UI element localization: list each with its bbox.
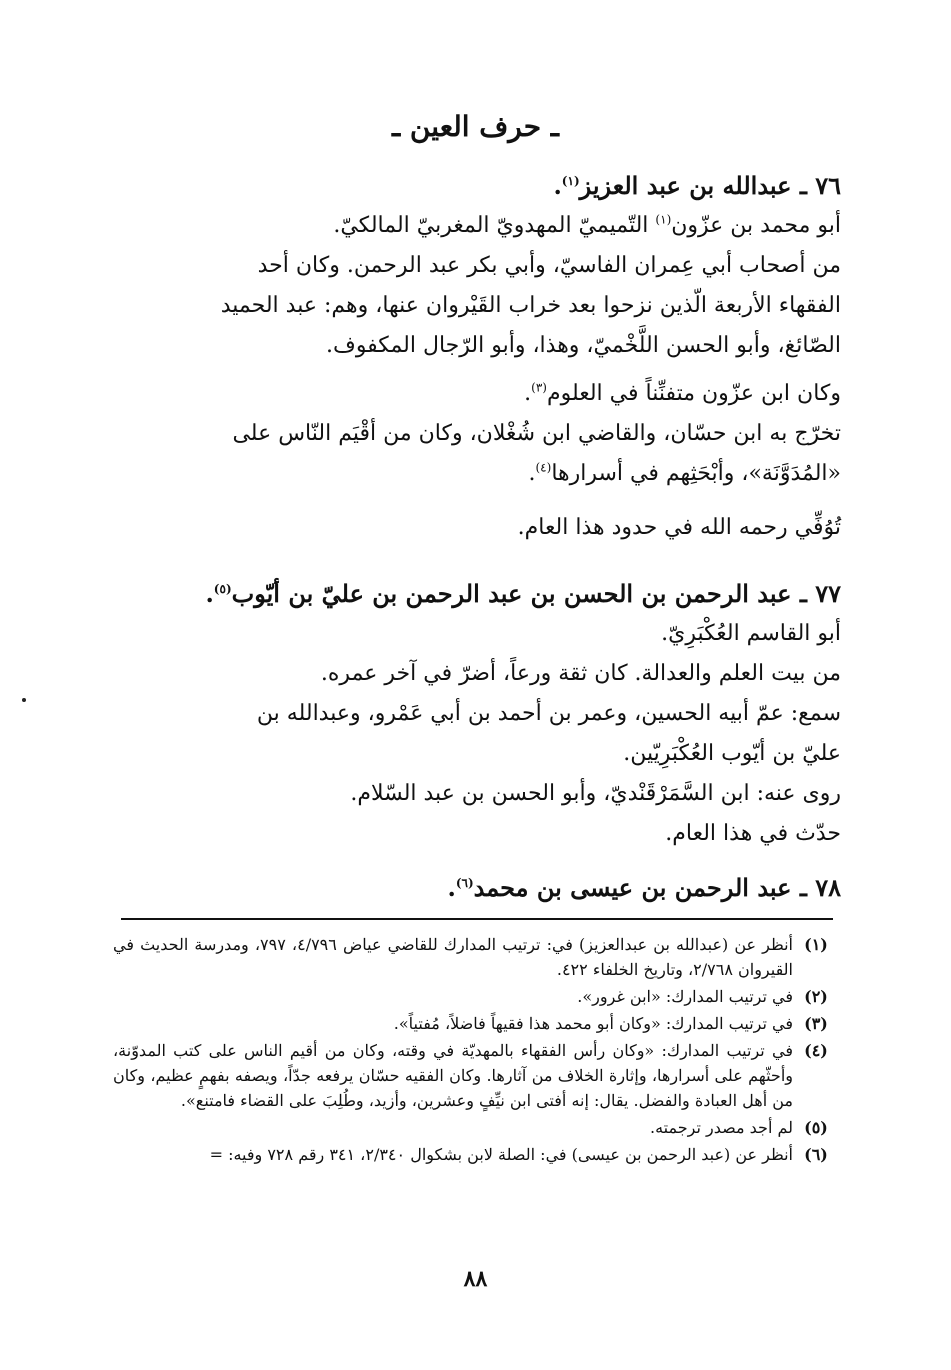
entry-77-heading-end: .	[205, 579, 214, 608]
line-text: أبو محمد بن عزّون	[671, 213, 841, 238]
footnote-text: في ترتيب المدارك: «وكان رأس الفقهاء بالمهديّة في وقته، وكان من أقيم الناس على كتب المدوّنة، وأحثّهم على أسرارها، وإثارة الخلاف من آثارها. وكان الفقيه حسّان يرفعه جدّاً، ويصفه بفهمٍ عظيم، وكان من أهل العبادة والفضل. يقال: إنه أفتى ابن نيِّفٍ وعشرين، وأزيد، وطُلِبَ على القضاء فامتنع».	[113, 1041, 793, 1110]
footnote-ref: (٤)	[535, 460, 552, 475]
line-text: تخرّج به ابن حسّان، والقاضي ابن شُغْلان، وكان من أقْيَم النّاس على	[232, 421, 841, 446]
line-text: سمع: عمّ أبيه الحسين، وعمر بن أحمد بن أبي عَمْرو، وعبدالله بن	[256, 701, 841, 726]
footnote-item	[113, 932, 839, 982]
entry-line	[109, 286, 841, 326]
line-text: الصّائغ، وأبو الحسن اللَّخْميّ، وهذا، وأبو الرّجال المكفوف.	[326, 333, 841, 358]
footnote-item	[113, 1115, 839, 1140]
line-tail: .	[524, 381, 532, 406]
entry-line	[109, 374, 841, 414]
line-text: روى عنه: ابن السَّمَرْقَنْديّ، وأبو الحسن بن عبد السّلام.	[350, 781, 841, 806]
page-number: ٨٨	[463, 1266, 488, 1292]
footnote-ref: (٣)	[531, 380, 547, 395]
line-text: تُوُفِّي رحمه الله في حدود هذا العام.	[517, 515, 841, 540]
footnote-ref: (١)	[655, 212, 672, 227]
entry-line	[109, 774, 841, 814]
entry-76-heading	[109, 166, 841, 206]
line-text: وكان ابن عزّون متفنِّناً في العلوم	[546, 381, 841, 406]
entry-line	[109, 614, 841, 654]
line-text: حدّث في هذا العام.	[665, 821, 841, 846]
scan-speck	[22, 698, 26, 702]
footnote-ref: (٦)	[455, 876, 474, 890]
footnote-ref: (١)	[561, 174, 580, 188]
entry-76-heading-text: ٧٦ ـ عبدالله بن عبد العزيز	[579, 171, 841, 200]
entry-78-heading-end: .	[447, 873, 456, 902]
entry-77-heading	[109, 574, 841, 614]
footnote-divider	[121, 918, 833, 920]
line-text: «المُدَوَّنَة»، وأبْحَثِهم في أسرارها	[551, 461, 841, 486]
footnote-item	[113, 1011, 839, 1036]
footnote-item	[113, 1142, 839, 1167]
footnote-text: لم أجد مصدر ترجمته.	[650, 1118, 793, 1137]
footnote-item	[113, 984, 839, 1009]
footnote-item	[113, 1038, 839, 1113]
footnote-number: (٢)	[804, 987, 828, 1006]
line-text: أبو القاسم العُكْبَرِيّ.	[661, 621, 841, 646]
line-text: الفقهاء الأربعة الّذين نزحوا بعد خراب القَيْروان عنها، وهم: عبد الحميد	[220, 293, 841, 318]
footnote-text: في ترتيب المدارك: «وكان أبو محمد هذا فقيهاً فاضلاً، مُفتياً».	[393, 1014, 793, 1033]
footnote-number: (١)	[804, 935, 828, 954]
line-text: من أصحاب أبي عِمران الفاسيّ، وأبي بكر عبد الرحمن. وكان أحد	[257, 253, 841, 278]
footnote-number: (٤)	[804, 1041, 828, 1060]
line-text: عليّ بن أيّوب العُكْبَرِيّين.	[623, 741, 841, 766]
footnote-ref: (٥)	[213, 582, 232, 596]
footnote-number: (٣)	[804, 1014, 828, 1033]
entry-line	[109, 246, 841, 286]
entry-78-heading-text: ٧٨ ـ عبد الرحمن بن عيسى بن محمد	[473, 873, 841, 902]
entry-line	[109, 734, 841, 774]
entry-line	[109, 654, 841, 694]
entry-line	[109, 454, 841, 494]
footnote-text: في ترتيب المدارك: «ابن غرور».	[577, 987, 793, 1006]
entry-line	[109, 694, 841, 734]
entry-line	[109, 508, 841, 548]
entry-line	[109, 206, 841, 246]
entry-line	[109, 414, 841, 454]
entry-78-heading	[109, 868, 841, 908]
line-text: من بيت العلم والعدالة. كان ثقة ورعاً، أضرّ في آخر عمره.	[320, 661, 841, 686]
footnote-number: (٦)	[804, 1145, 828, 1164]
entry-76-heading-end: .	[553, 171, 562, 200]
entry-line	[109, 814, 841, 854]
line-tail: التّميميّ المهدويّ المغربيّ المالكيّ.	[333, 213, 656, 238]
footnote-number: (٥)	[804, 1118, 828, 1137]
entry-77	[109, 574, 841, 854]
chapter-title: ـ حرف العين ـ	[391, 110, 559, 143]
entry-line	[109, 326, 841, 366]
line-tail: .	[528, 461, 536, 486]
entry-76	[109, 166, 841, 548]
footnote-text: أنظر عن (عبدالله بن عبدالعزيز) في: ترتيب المدارك للقاضي عياض ٤/٧٩٦، ٧٩٧، ومدرسة الحديث في القيروان ٢/٧٦٨، وتاريخ الخلفاء ٤٢٢.	[113, 935, 794, 979]
footnotes	[113, 932, 839, 1169]
entry-78	[109, 868, 841, 908]
footnote-text: أنظر عن (عبد الرحمن بن عيسى) في: الصلة لابن بشكوال ٢/٣٤٠، ٣٤١ رقم ٧٢٨ وفيه: =	[209, 1145, 793, 1164]
entry-77-heading-text: ٧٧ ـ عبد الرحمن بن الحسن بن عبد الرحمن بن عليّ بن أيّوب	[231, 579, 841, 608]
